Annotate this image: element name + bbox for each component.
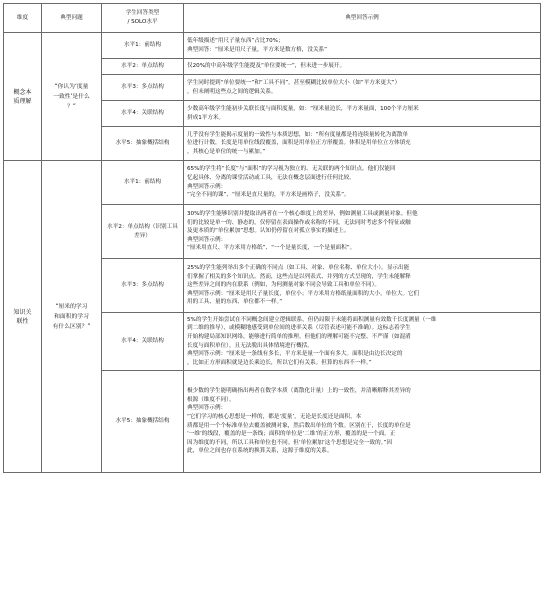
question-text: ？” [67, 103, 76, 110]
dimension-cell [4, 33, 42, 161]
solo-level-cell: 水平4：关联结构 [102, 101, 184, 127]
example-line: 及更本质的“单位累加”思想。认知仍停留在对孤立事实的描述上。 [187, 228, 350, 235]
header-level-line-1: 学生回答类型 [125, 10, 160, 17]
dimension-text: 概念本 [13, 88, 32, 96]
question-cell [42, 161, 102, 473]
example-line: 65%的学生将“长度”与“面积”的学习视为独立的、无关联的两个知识点。他们仅能回 [187, 166, 396, 173]
example-line: 低年级描述“用尺子量东西”占比70%； [187, 37, 284, 44]
solo-level-cell: 水平5：抽象概括结构 [102, 127, 184, 161]
example-line: 极少数的学生能明确指出两者在数学本质（离散化计量）上的一致性，并清晰解释其差异的 [187, 388, 411, 395]
example-line: 质都是用一个个标准单位去覆盖被测对象，然后数出单位的个数。区别在于，长度的单位是 [187, 422, 411, 429]
question-text: 有什么区别？” [52, 323, 91, 330]
example-line: 长度与面积单位），且无法脱出具体情境进行概括。 [187, 342, 313, 349]
example-line: 典型回答示例： [187, 236, 227, 243]
example-line: 几乎没有学生能揭示度量的一致性与本质思想，如：“所有度量都是将连续量转化为离散单 [187, 131, 409, 138]
solo-level-cell: 水平3：多点结构 [102, 75, 184, 101]
solo-level-cell: 水平2：单点结构（识别工具差异） [102, 205, 184, 259]
example-line: 因为维度的不同，所以工具和单位也不同。但‘单位累加’这个思想是完全一致的。”因 [187, 439, 393, 446]
solo-level-cell: 水平1：前结构 [102, 33, 184, 59]
example-line: 典型回答示例：“厘米是用尺子量长度，单位小；平方米用方格纸量面积的大小，单位大。它们 [187, 290, 420, 297]
example-cell [184, 75, 541, 101]
example-line: 典型回答：“厘米是用尺子量，平方米是数方格，没关系” [187, 46, 328, 53]
solo-level-cell: 水平5：抽象概括结构 [102, 371, 184, 473]
solo-table [3, 3, 541, 473]
example-line: ，但未阐明这些点之间的逻辑关系。 [187, 88, 277, 95]
example-cell [184, 205, 541, 259]
example-line: ，比如正方形面积就是边长乘边长，所以它们有关系。但算的东西不一样。” [187, 359, 372, 366]
example-cell [184, 127, 541, 161]
header-row [4, 4, 541, 33]
example-line: 开始构建局部知识网络，能够进行简单的推理。但他们的理解可能不完整、不严谨（如混淆 [187, 333, 411, 340]
solo-level-cell: 水平1：前结构 [102, 161, 184, 205]
example-cell [184, 313, 541, 371]
question-text: “厘米的学习 [55, 303, 88, 310]
example-cell [184, 101, 541, 127]
example-line: 这些差异之间的内在联系（例如，为何测量对象不同会导致工具和单位不同）。 [187, 282, 380, 289]
example-line: 此，单位之间也存在系统的换算关系，这源于维度的关系。 [187, 448, 333, 455]
example-line: ，其核心是单位的统一与累加。” [187, 148, 266, 155]
example-line: 典型回答示例： [187, 183, 227, 190]
example-line: 30%的学生能够识别并提取出两者在一个核心维度上的差异，例如测量工具或测量对象。但他 [187, 211, 418, 218]
header-level-line-2: / SOLO水平 [127, 19, 158, 25]
dimension-text: 联性 [16, 317, 29, 325]
example-line: ‘一维’的线段，覆盖的是一条线；面积的单位是‘二维’的正方形，覆盖的是一个面。正 [187, 431, 396, 438]
example-line: 根源（维度不同）。 [187, 396, 235, 403]
solo-level-cell: 水平4：关联结构 [102, 313, 184, 371]
example-line: 25%的学生能列举出多个正确的不同点（如工具、对象、单位名称、单位大小）。显示出能 [187, 265, 410, 272]
example-line: 少数高年级学生能初步关联长度与面积度量，如：“厘米量边长，平方米量面，100个平方厘米 [187, 105, 419, 112]
question-text: 一致性’是什么 [53, 93, 90, 100]
example-line: 5%的学生开始尝试在不同概念间建立逻辑联系，但仍局限于未能将面积测量有效数千长度测量（一维 [187, 316, 437, 323]
example-cell [184, 371, 541, 473]
question-text: 和面积的学习 [54, 313, 89, 320]
example-cell [184, 33, 541, 59]
solo-level-cell: 水平2：单点结构 [102, 59, 184, 75]
header-dimension: 维度 [4, 4, 42, 33]
example-line: 忆起具体、分离的课堂活动或工具，无法在概念层面进行任何比较。 [187, 174, 355, 181]
dimension-text: 质理解 [13, 97, 32, 105]
example-line: “厘米用直尺、平方米用方格纸”、“一个是量长度，一个是量面积”。 [187, 245, 356, 252]
example-line: 到二维的推导），或模糊地感受到单位间的进率关系（尽管表述可能不准确）。这标志着学生 [187, 325, 411, 332]
example-line: 们掌握了相关的多个知识点。然而，这些点是以列表式、并列的方式呈现的，学生未能解释 [187, 273, 411, 280]
example-line: 们的比较是单一的、静态的，仅停留在表面操作或名称的不同，无法同时考虑多个特征或触 [187, 219, 411, 226]
example-line: “完全不同的课”、“厘米是直尺量的，平方米是画格子，没关系”。 [187, 192, 350, 199]
example-line: “它们学习的核心思想是一样的，都是‘度量’，无论是长度还是面积，本 [187, 413, 362, 420]
question-cell [42, 33, 102, 161]
solo-level-cell: 水平3：多点结构 [102, 259, 184, 313]
table-body [4, 33, 541, 473]
example-line: 典型回答示例：“厘米是一条线有多长，平方米是量一个面有多大。面积是由边长决定的 [187, 351, 403, 358]
table-row [4, 33, 541, 59]
dimension-text: 知识关 [13, 308, 32, 316]
example-cell [184, 59, 541, 75]
example-line: 位进行计数，长度是用单位线段覆盖，面积是用单位正方形覆盖。体积是用单位立方体填充 [187, 140, 411, 147]
dimension-cell [4, 161, 42, 473]
example-line: 仅20%的中高年级学生能提及“单位要统一”，但未进一步展开。 [187, 63, 346, 70]
example-cell [184, 161, 541, 205]
header-example: 典型回答示例 [184, 4, 541, 33]
example-line: 学生同时提到“单位要统一”和“工具不同”，甚至模糊比较单位大小（如“平方米更大”） [187, 79, 401, 86]
header-level [102, 4, 184, 33]
header-question: 典型问题 [42, 4, 102, 33]
question-text: “你认为‘度量 [54, 83, 89, 90]
example-line: 用的工具、量的东西、单位都不一样。” [187, 299, 283, 306]
table-row [4, 161, 541, 205]
example-line: 典型回答示例： [187, 405, 227, 412]
example-cell [184, 259, 541, 313]
example-line: 拼成1平方米。 [187, 114, 225, 121]
